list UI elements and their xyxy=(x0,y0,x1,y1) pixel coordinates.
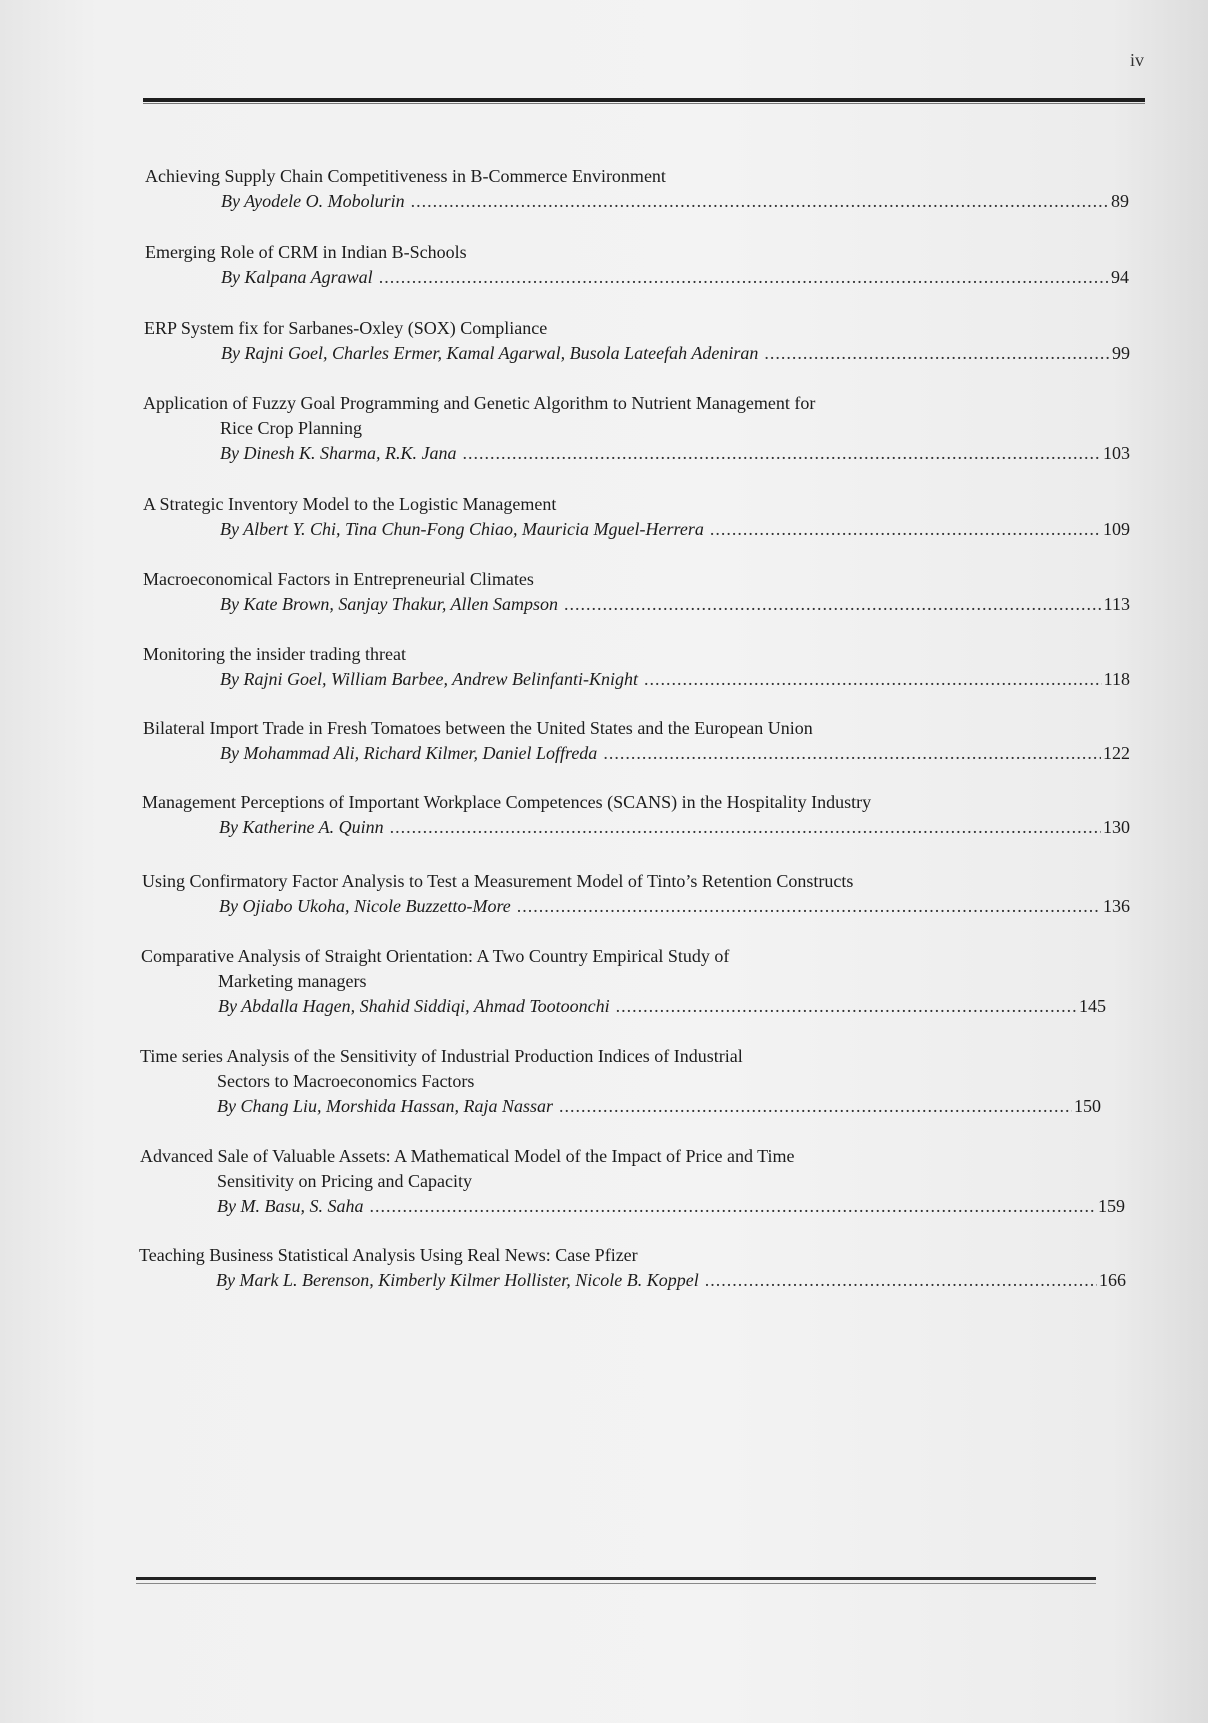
toc-entry-author-line xyxy=(220,667,1130,692)
dot-leader xyxy=(390,815,1101,840)
dot-leader xyxy=(564,592,1102,617)
dot-leader xyxy=(517,894,1101,919)
dot-leader xyxy=(764,341,1110,366)
toc-entry-title: ERP System fix for Sarbanes-Oxley (SOX) Compliance xyxy=(144,318,548,338)
toc-entry-author-line xyxy=(221,189,1129,214)
footer-rule-thin xyxy=(136,1583,1096,1584)
toc-entry-page: 159 xyxy=(1098,1196,1125,1216)
toc-entry-title-continued: Marketing managers xyxy=(218,971,367,991)
toc-entry-title-continued: Rice Crop Planning xyxy=(220,418,362,438)
footer-rule xyxy=(136,1577,1096,1580)
toc-entry-page: 94 xyxy=(1111,267,1129,287)
toc-entry-authors: By Kalpana Agrawal xyxy=(221,267,373,287)
toc-entry-title: Management Perceptions of Important Workplace Competences (SCANS) in the Hospitality Industry xyxy=(142,792,872,812)
toc-entry-author-line xyxy=(216,1268,1126,1293)
toc-entry-authors: By Albert Y. Chi, Tina Chun-Fong Chiao, Mauricia Mguel-Herrera xyxy=(220,519,704,539)
toc-entry-author-line xyxy=(221,341,1130,366)
toc-entry-author-line xyxy=(220,592,1130,617)
toc-entry-authors: By Kate Brown, Sanjay Thakur, Allen Sampson xyxy=(220,594,558,614)
toc-entry-author-line xyxy=(220,441,1130,466)
toc-entry-authors: By Mark L. Berenson, Kimberly Kilmer Hollister, Nicole B. Koppel xyxy=(216,1270,699,1290)
dot-leader xyxy=(603,741,1101,766)
toc-entry-title-continued: Sensitivity on Pricing and Capacity xyxy=(217,1171,472,1191)
dot-leader xyxy=(644,667,1102,692)
toc-entry-author-line xyxy=(218,994,1106,1019)
toc-entry-author-line xyxy=(221,265,1129,290)
toc-entry-authors: By Katherine A. Quinn xyxy=(219,817,384,837)
toc-entry-page: 89 xyxy=(1111,191,1129,211)
toc-entry-page: 103 xyxy=(1103,443,1130,463)
toc-entry-title: Monitoring the insider trading threat xyxy=(143,644,406,664)
toc-entry-title: Advanced Sale of Valuable Assets: A Mathematical Model of the Impact of Price and Time xyxy=(140,1146,795,1166)
toc-entry-page: 145 xyxy=(1079,996,1106,1016)
header-rule-thin xyxy=(143,103,1145,104)
page-number: iv xyxy=(1130,50,1145,70)
toc-entry-page: 113 xyxy=(1103,594,1130,614)
toc-entry-title: Using Confirmatory Factor Analysis to Test a Measurement Model of Tinto’s Retention Constructs xyxy=(142,871,854,891)
toc-entry-page: 150 xyxy=(1074,1096,1101,1116)
dot-leader xyxy=(705,1268,1097,1293)
toc-entry-title: Bilateral Import Trade in Fresh Tomatoes between the United States and the European Union xyxy=(143,718,813,738)
toc-entry-author-line xyxy=(217,1194,1125,1219)
dot-leader xyxy=(411,189,1109,214)
toc-entry-title: Macroeconomical Factors in Entrepreneurial Climates xyxy=(143,569,534,589)
toc-entry-title: Achieving Supply Chain Competitiveness in B-Commerce Environment xyxy=(145,166,666,186)
toc-entry-title: Application of Fuzzy Goal Programming and Genetic Algorithm to Nutrient Management for xyxy=(143,393,816,413)
toc-entry-page: 130 xyxy=(1103,817,1130,837)
toc-entry-authors: By Dinesh K. Sharma, R.K. Jana xyxy=(220,443,457,463)
toc-entry-author-line xyxy=(219,894,1130,919)
toc-entry-title: A Strategic Inventory Model to the Logistic Management xyxy=(143,494,557,514)
toc-entry-author-line xyxy=(220,517,1130,542)
toc-entry-author-line xyxy=(220,741,1130,766)
toc-entry-authors: By Rajni Goel, William Barbee, Andrew Belinfanti-Knight xyxy=(220,669,638,689)
toc-entry-page: 136 xyxy=(1103,896,1130,916)
toc-entry-title: Emerging Role of CRM in Indian B-Schools xyxy=(145,242,467,262)
toc-entry-page: 166 xyxy=(1099,1270,1126,1290)
toc-entry-authors: By Ayodele O. Mobolurin xyxy=(221,191,405,211)
dot-leader xyxy=(559,1094,1072,1119)
toc-entry-authors: By Ojiabo Ukoha, Nicole Buzzetto-More xyxy=(219,896,511,916)
toc-entry-page: 122 xyxy=(1103,743,1130,763)
toc-entry-page: 99 xyxy=(1112,343,1130,363)
toc-entry-author-line xyxy=(219,815,1130,840)
dot-leader xyxy=(462,441,1101,466)
toc-entry-authors: By Rajni Goel, Charles Ermer, Kamal Agarwal, Busola Lateefah Adeniran xyxy=(221,343,759,363)
toc-entry-authors: By Mohammad Ali, Richard Kilmer, Daniel Loffreda xyxy=(220,743,598,763)
toc-entry-authors: By M. Basu, S. Saha xyxy=(217,1196,364,1216)
toc-entry-title: Teaching Business Statistical Analysis Using Real News: Case Pfizer xyxy=(139,1245,638,1265)
dot-leader xyxy=(379,265,1109,290)
toc-entry-title-continued: Sectors to Macroeconomics Factors xyxy=(217,1071,475,1091)
dot-leader xyxy=(616,994,1077,1019)
toc-entry-authors: By Abdalla Hagen, Shahid Siddiqi, Ahmad Tootoonchi xyxy=(218,996,610,1016)
toc-entry-page: 109 xyxy=(1103,519,1130,539)
toc-entry-page: 118 xyxy=(1103,669,1130,689)
toc-entry-title: Comparative Analysis of Straight Orientation: A Two Country Empirical Study of xyxy=(141,946,730,966)
toc-entry-title: Time series Analysis of the Sensitivity of Industrial Production Indices of Industrial xyxy=(140,1046,743,1066)
header-rule xyxy=(143,98,1145,102)
toc-entry-author-line xyxy=(217,1094,1101,1119)
dot-leader xyxy=(710,517,1101,542)
toc-entry-authors: By Chang Liu, Morshida Hassan, Raja Nassar xyxy=(217,1096,554,1116)
dot-leader xyxy=(369,1194,1096,1219)
